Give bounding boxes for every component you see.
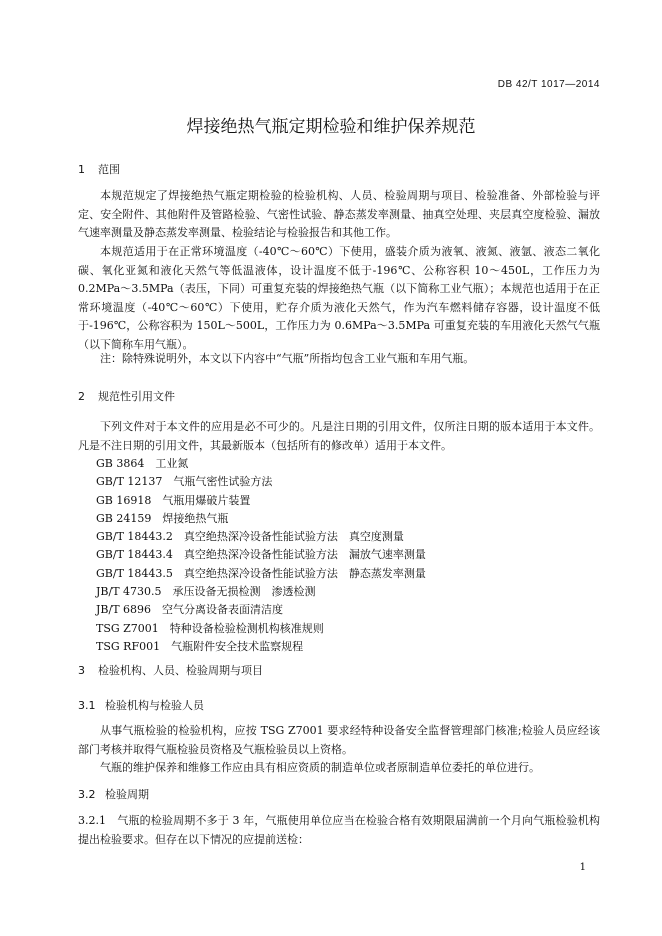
reference-code: TSG RF001 xyxy=(96,639,161,653)
section-1-paragraph-1: 本规范规定了焊接绝热气瓶定期检验的检验机构、人员、检验周期与项目、检验准备、外部检验与评定、安全附件、其他附件及管路检验、气密性试验、静态蒸发率测量、抽真空处理、夹层真空度检验、漏放气速率测量及静态蒸发率测量、检验结论与检验报告和其他工作。 xyxy=(78,189,600,239)
section-2-heading xyxy=(78,388,175,404)
section-3-number: 3 xyxy=(78,664,85,677)
section-1-number: 1 xyxy=(78,163,85,176)
page-number: 1 xyxy=(579,862,586,873)
reference-code: JB/T 4730.5 xyxy=(96,585,162,599)
reference-code: GB/T 18443.5 xyxy=(96,566,173,580)
reference-item xyxy=(96,565,426,583)
reference-code: GB 16918 xyxy=(96,493,152,507)
section-3-heading xyxy=(78,662,263,678)
section-3-2-title: 检验周期 xyxy=(105,788,149,801)
reference-code: GB 24159 xyxy=(96,511,152,525)
reference-item xyxy=(96,601,426,619)
reference-code: JB/T 6896 xyxy=(96,603,152,617)
reference-item xyxy=(96,510,426,528)
section-3-1-number: 3.1 xyxy=(78,699,96,712)
section-1-note: 注：除特殊说明外，本文以下内容中“气瓶”所指均包含工业气瓶和车用气瓶。 xyxy=(100,352,475,365)
reference-name: 气瓶附件安全技术监察规程 xyxy=(171,639,304,653)
section-1-heading xyxy=(78,161,120,177)
reference-item xyxy=(96,638,426,656)
section-1-title: 范围 xyxy=(98,163,120,176)
reference-item xyxy=(96,455,426,473)
reference-name: 气瓶气密性试验方法 xyxy=(173,475,273,489)
reference-name: 真空绝热深冷设备性能试验方法 真空度测量 xyxy=(183,530,404,544)
section-2-title: 规范性引用文件 xyxy=(98,390,175,403)
document-title: 焊接绝热气瓶定期检验和维护保养规范 xyxy=(186,117,476,137)
reference-item xyxy=(96,583,426,601)
section-2-number: 2 xyxy=(78,390,85,403)
reference-code: TSG Z7001 xyxy=(96,621,159,635)
reference-item xyxy=(96,473,426,491)
standard-code: DB 42/T 1017—2014 xyxy=(497,79,600,90)
section-3-title: 检验机构、人员、检验周期与项目 xyxy=(98,664,263,677)
reference-name: 真空绝热深冷设备性能试验方法 漏放气速率测量 xyxy=(183,548,426,562)
section-1-paragraph-2: 本规范适用于在正常环境温度（-40℃～60℃）下使用，盛装介质为液氧、液氮、液氩、液态二氧化碳、氧化亚氮和液化天然气等低温液体，设计温度不低于-196℃、公称容积 10～450L，工作压力为0.2MPa～3.5MPa（表压，下同）可重复充装的焊接绝热气瓶（以下简称工业气瓶）；本规范也适用于在正常环境温度（-40℃～60℃）下使用，贮存介质为液化天然气，作为汽车燃料储存容器，设计温度不低于-196℃，公称容积为 150L～500L，工作压力为 0.6MPa～3.5MPa 可重复充装的车用液化天然气气瓶（以下简称车用气瓶）。 xyxy=(78,245,600,351)
reference-name: 焊接绝热气瓶 xyxy=(162,511,229,525)
reference-name: 特种设备检验检测机构核准规则 xyxy=(169,621,324,635)
reference-code: GB 3864 xyxy=(96,457,145,470)
reference-name: 空气分离设备表面清洁度 xyxy=(162,603,284,617)
reference-item xyxy=(96,546,426,564)
section-3-2-1-text: 气瓶的检验周期不多于 3 年，气瓶使用单位应当在检验合格有效期限届满前一个月向气瓶检验机构提出检验要求。但存在以下情况的应提前送检： xyxy=(78,814,600,846)
section-3-1-title: 检验机构与检验人员 xyxy=(105,699,204,712)
section-3-2-1-number: 3.2.1 xyxy=(78,814,106,827)
section-2-intro: 下列文件对于本文件的应用是必不可少的。凡是注日期的引用文件，仅所注日期的版本适用于本文件。凡是不注日期的引用文件，其最新版本（包括所有的修改单）适用于本文件。 xyxy=(78,420,600,452)
section-3-1-heading xyxy=(78,697,204,713)
reference-name: 工业氮 xyxy=(155,457,189,470)
reference-list xyxy=(96,455,426,656)
section-3-2-1-paragraph xyxy=(78,812,600,849)
reference-name: 真空绝热深冷设备性能试验方法 静态蒸发率测量 xyxy=(183,566,426,580)
reference-name: 气瓶用爆破片装置 xyxy=(162,493,251,507)
reference-code: GB/T 18443.2 xyxy=(96,530,173,544)
reference-code: GB/T 12137 xyxy=(96,475,163,489)
section-3-2-number: 3.2 xyxy=(78,788,96,801)
reference-item xyxy=(96,528,426,546)
section-3-1-paragraph-2: 气瓶的维护保养和维修工作应由具有相应资质的制造单位或者原制造单位委托的单位进行。 xyxy=(100,761,540,774)
section-3-2-heading xyxy=(78,786,149,802)
reference-name: 承压设备无损检测 渗透检测 xyxy=(172,585,316,599)
reference-item xyxy=(96,620,426,638)
section-3-1-paragraph-1: 从事气瓶检验的检验机构，应按 TSG Z7001 要求经特种设备安全监督管理部门核准;检验人员应经该部门考核并取得气瓶检验员资格及气瓶检验员以上资格。 xyxy=(78,724,600,756)
reference-code: GB/T 18443.4 xyxy=(96,548,173,562)
reference-item xyxy=(96,492,426,510)
